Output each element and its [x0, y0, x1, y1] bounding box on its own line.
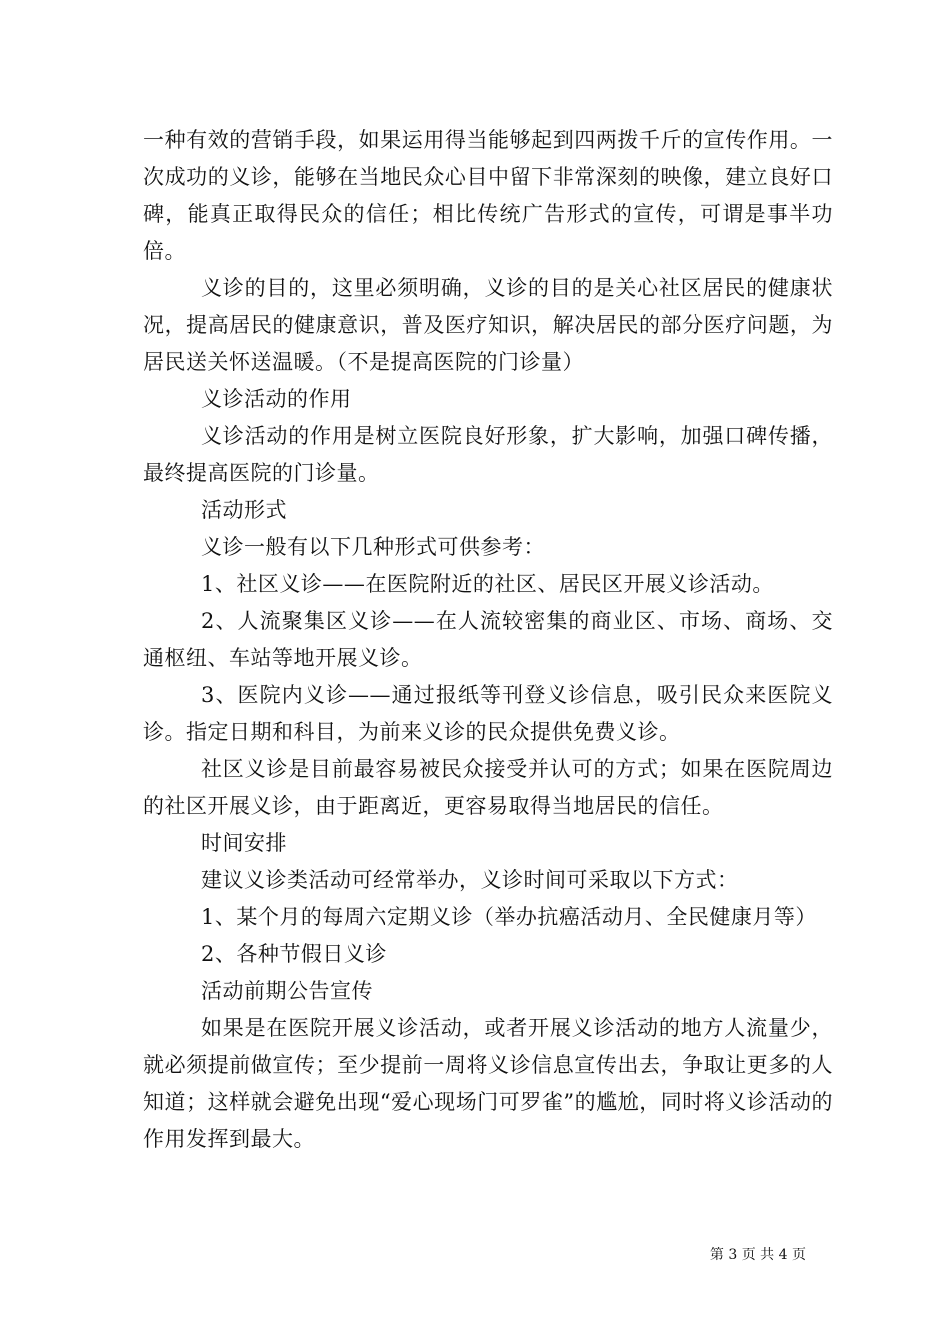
- page-number-footer: 第 3 页 共 4 页: [709, 1247, 806, 1263]
- paragraph: 一种有效的营销手段，如果运用得当能够起到四两拨千斤的宣传作用。一次成功的义诊，能够在当地民众心目中留下非常深刻的映像，建立良好口碑，能真正取得民众的信任；相比传统广告形式的宣传，可谓是事半功倍。: [143, 128, 833, 263]
- paragraph: 义诊一般有以下几种形式可供参考：: [201, 535, 545, 559]
- list-item: 3、医院内义诊——通过报纸等刊登义诊信息，吸引民众来医院义诊。指定日期和科目，为前来义诊的民众提供免费义诊。: [143, 683, 833, 744]
- section-heading: 活动形式: [201, 498, 287, 522]
- document-body: [143, 122, 833, 1158]
- list-item: 2、人流聚集区义诊——在人流较密集的商业区、市场、商场、交通枢纽、车站等地开展义诊。: [143, 609, 833, 670]
- section-heading: 义诊活动的作用: [201, 387, 352, 411]
- paragraph: 义诊活动的作用是树立医院良好形象，扩大影响，加强口碑传播，最终提高医院的门诊量。: [143, 424, 833, 485]
- list-item: 1、某个月的每周六定期义诊（举办抗癌活动月、全民健康月等）: [201, 905, 817, 929]
- section-heading: 活动前期公告宣传: [201, 979, 373, 1003]
- paragraph: 义诊的目的，这里必须明确，义诊的目的是关心社区居民的健康状况，提高居民的健康意识，普及医疗知识，解决居民的部分医疗问题，为居民送关怀送温暖。（不是提高医院的门诊量）: [143, 276, 833, 374]
- paragraph: 建议义诊类活动可经常举办，义诊时间可采取以下方式：: [201, 868, 739, 892]
- section-heading: 时间安排: [201, 831, 287, 855]
- paragraph: 社区义诊是目前最容易被民众接受并认可的方式；如果在医院周边的社区开展义诊，由于距离近，更容易取得当地居民的信任。: [143, 757, 833, 818]
- paragraph: 如果是在医院开展义诊活动，或者开展义诊活动的地方人流量少，就必须提前做宣传；至少提前一周将义诊信息宣传出去，争取让更多的人知道；这样就会避免出现“爱心现场门可罗雀”的尴尬，同时将义诊活动的作用发挥到最大。: [143, 1016, 833, 1151]
- list-item: 1、社区义诊——在医院附近的社区、居民区开展义诊活动。: [201, 572, 774, 596]
- list-item: 2、各种节假日义诊: [201, 942, 387, 966]
